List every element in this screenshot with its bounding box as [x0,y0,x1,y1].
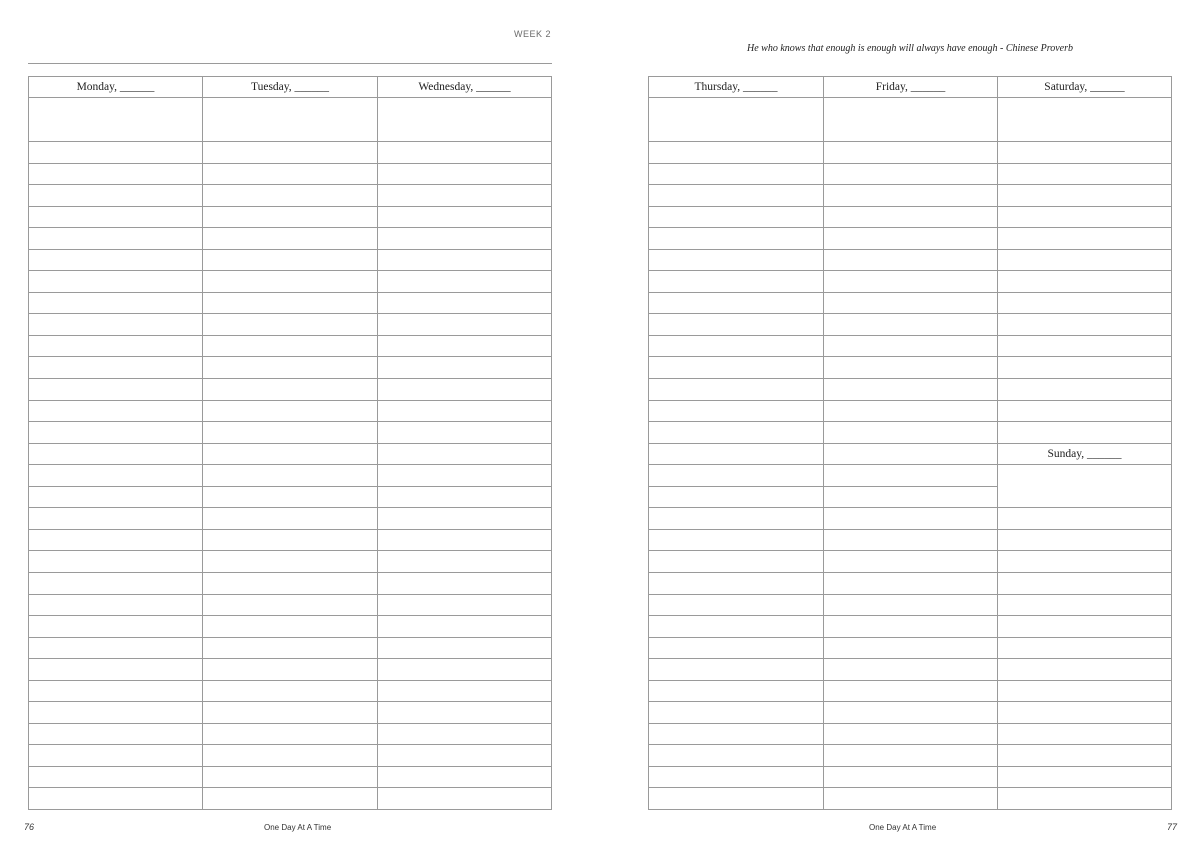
entry-line-cell [649,314,824,336]
entry-line-cell [649,616,824,638]
day-notes-cell [203,98,378,142]
entry-line-cell [998,164,1172,186]
entry-line-cell [649,595,824,617]
entry-line-cell [649,207,824,229]
entry-line-cell [29,638,203,660]
entry-line-cell [649,573,824,595]
entry-line-cell [824,228,998,250]
entry-line-cell [998,724,1172,746]
entry-line-cell [203,638,378,660]
entry-line-cell [378,271,552,293]
entry-line-cell [378,681,552,703]
entry-line-cell [824,595,998,617]
entry-line-cell [203,336,378,358]
entry-line-cell [203,142,378,164]
entry-line-cell [203,314,378,336]
entry-line-cell [998,422,1172,444]
entry-line-cell [998,142,1172,164]
entry-line-cell [649,702,824,724]
entry-line-cell [998,228,1172,250]
entry-line-cell [824,357,998,379]
entry-line-cell [378,551,552,573]
entry-line-cell [378,142,552,164]
entry-line-cell [29,702,203,724]
entry-line-cell [649,465,824,487]
week-label: WEEK 2 [513,29,551,39]
sunday-notes-cell [998,465,1172,508]
footer-title: One Day At A Time [869,823,937,832]
right-page [600,0,1200,851]
entry-line-cell [378,164,552,186]
weekday-table-right [648,76,1172,810]
entry-line-cell [998,250,1172,272]
entry-line-cell [824,659,998,681]
day-notes-cell [824,98,998,142]
entry-line-cell [203,228,378,250]
quote: He who knows that enough is enough will always have enough - Chinese Proverb [747,43,1073,54]
day-header-tuesday: Tuesday, ______ [203,77,378,98]
entry-line-cell [998,551,1172,573]
entry-line-cell [998,681,1172,703]
day-notes-cell [29,98,203,142]
entry-line-cell [998,573,1172,595]
entry-line-cell [649,401,824,423]
entry-line-cell [824,336,998,358]
entry-line-cell [378,379,552,401]
entry-line-cell [824,293,998,315]
entry-line-cell [824,207,998,229]
entry-line-cell [649,681,824,703]
entry-line-cell [203,379,378,401]
day-header-sunday: Sunday, ______ [998,444,1172,466]
entry-line-cell [203,724,378,746]
entry-line-cell [998,207,1172,229]
entry-line-cell [378,745,552,767]
entry-line-cell [998,293,1172,315]
entry-line-cell [824,767,998,789]
header-rule [28,63,552,64]
entry-line-cell [824,465,998,487]
entry-line-cell [29,724,203,746]
entry-line-cell [378,659,552,681]
entry-line-cell [824,444,998,466]
entry-line-cell [649,336,824,358]
entry-line-cell [998,336,1172,358]
entry-line-cell [824,530,998,552]
entry-line-cell [203,788,378,810]
entry-line-cell [29,444,203,466]
day-notes-cell [998,98,1172,142]
entry-line-cell [378,422,552,444]
entry-line-cell [998,271,1172,293]
entry-line-cell [824,379,998,401]
day-notes-cell [649,98,824,142]
entry-line-cell [649,422,824,444]
entry-line-cell [824,142,998,164]
entry-line-cell [998,185,1172,207]
entry-line-cell [378,508,552,530]
entry-line-cell [29,207,203,229]
entry-line-cell [29,250,203,272]
page-number: 77 [1166,822,1177,832]
entry-line-cell [29,142,203,164]
entry-line-cell [824,401,998,423]
entry-line-cell [29,745,203,767]
entry-line-cell [998,530,1172,552]
entry-line-cell [998,702,1172,724]
entry-line-cell [203,508,378,530]
entry-line-cell [203,207,378,229]
entry-line-cell [203,616,378,638]
entry-line-cell [378,595,552,617]
entry-line-cell [649,164,824,186]
entry-line-cell [29,228,203,250]
entry-line-cell [824,314,998,336]
entry-line-cell [824,271,998,293]
entry-line-cell [378,724,552,746]
entry-line-cell [998,357,1172,379]
entry-line-cell [378,788,552,810]
entry-line-cell [824,508,998,530]
entry-line-cell [203,530,378,552]
entry-line-cell [203,164,378,186]
weekday-table-left [28,76,552,810]
entry-line-cell [378,465,552,487]
entry-line-cell [203,767,378,789]
entry-line-cell [824,551,998,573]
entry-line-cell [649,530,824,552]
entry-line-cell [998,745,1172,767]
entry-line-cell [649,659,824,681]
entry-line-cell [824,250,998,272]
footer-title: One Day At A Time [264,823,332,832]
entry-line-cell [203,401,378,423]
day-header-wednesday: Wednesday, ______ [378,77,552,98]
entry-line-cell [824,638,998,660]
entry-line-cell [649,788,824,810]
entry-line-cell [29,530,203,552]
entry-line-cell [378,444,552,466]
entry-line-cell [649,357,824,379]
entry-line-cell [378,250,552,272]
entry-line-cell [649,250,824,272]
entry-line-cell [203,357,378,379]
entry-line-cell [29,681,203,703]
entry-line-cell [29,573,203,595]
day-header-monday: Monday, ______ [29,77,203,98]
entry-line-cell [29,508,203,530]
entry-line-cell [378,530,552,552]
entry-line-cell [378,767,552,789]
entry-line-cell [378,487,552,509]
entry-line-cell [649,487,824,509]
entry-line-cell [998,401,1172,423]
entry-line-cell [824,724,998,746]
entry-line-cell [998,659,1172,681]
entry-line-cell [649,508,824,530]
entry-line-cell [29,401,203,423]
entry-line-cell [998,314,1172,336]
entry-line-cell [378,616,552,638]
entry-line-cell [29,487,203,509]
entry-line-cell [824,745,998,767]
entry-line-cell [203,250,378,272]
entry-line-cell [649,724,824,746]
entry-line-cell [824,422,998,444]
entry-line-cell [824,487,998,509]
entry-line-cell [29,357,203,379]
entry-line-cell [998,508,1172,530]
entry-line-cell [649,444,824,466]
entry-line-cell [824,681,998,703]
entry-line-cell [378,336,552,358]
entry-line-cell [378,638,552,660]
entry-line-cell [998,788,1172,810]
entry-line-cell [29,788,203,810]
entry-line-cell [203,465,378,487]
entry-line-cell [29,185,203,207]
entry-line-cell [649,551,824,573]
entry-line-cell [203,702,378,724]
entry-line-cell [649,293,824,315]
entry-line-cell [203,681,378,703]
entry-line-cell [29,422,203,444]
entry-line-cell [29,616,203,638]
entry-line-cell [649,745,824,767]
entry-line-cell [203,444,378,466]
entry-line-cell [649,767,824,789]
entry-line-cell [203,573,378,595]
entry-line-cell [998,595,1172,617]
entry-line-cell [378,573,552,595]
entry-line-cell [203,551,378,573]
page-number: 76 [24,822,35,832]
entry-line-cell [203,595,378,617]
entry-line-cell [203,185,378,207]
entry-line-cell [649,271,824,293]
day-notes-cell [378,98,552,142]
entry-line-cell [378,357,552,379]
entry-line-cell [29,271,203,293]
entry-line-cell [203,487,378,509]
entry-line-cell [203,293,378,315]
entry-line-cell [378,185,552,207]
entry-line-cell [203,659,378,681]
day-header-saturday: Saturday, ______ [998,77,1172,98]
entry-line-cell [29,767,203,789]
entry-line-cell [998,638,1172,660]
entry-line-cell [203,422,378,444]
entry-line-cell [29,164,203,186]
entry-line-cell [29,336,203,358]
entry-line-cell [824,185,998,207]
entry-line-cell [824,788,998,810]
entry-line-cell [203,745,378,767]
entry-line-cell [378,314,552,336]
entry-line-cell [378,293,552,315]
entry-line-cell [998,767,1172,789]
entry-line-cell [29,465,203,487]
entry-line-cell [824,702,998,724]
entry-line-cell [998,616,1172,638]
entry-line-cell [649,142,824,164]
entry-line-cell [824,573,998,595]
entry-line-cell [378,401,552,423]
entry-line-cell [378,228,552,250]
entry-line-cell [998,379,1172,401]
entry-line-cell [824,616,998,638]
day-header-friday: Friday, ______ [824,77,998,98]
entry-line-cell [29,379,203,401]
entry-line-cell [203,271,378,293]
entry-line-cell [649,228,824,250]
entry-line-cell [378,702,552,724]
entry-line-cell [29,595,203,617]
entry-line-cell [29,551,203,573]
entry-line-cell [29,293,203,315]
entry-line-cell [649,379,824,401]
entry-line-cell [29,314,203,336]
entry-line-cell [649,638,824,660]
day-header-thursday: Thursday, ______ [649,77,824,98]
entry-line-cell [29,659,203,681]
entry-line-cell [378,207,552,229]
entry-line-cell [649,185,824,207]
entry-line-cell [824,164,998,186]
